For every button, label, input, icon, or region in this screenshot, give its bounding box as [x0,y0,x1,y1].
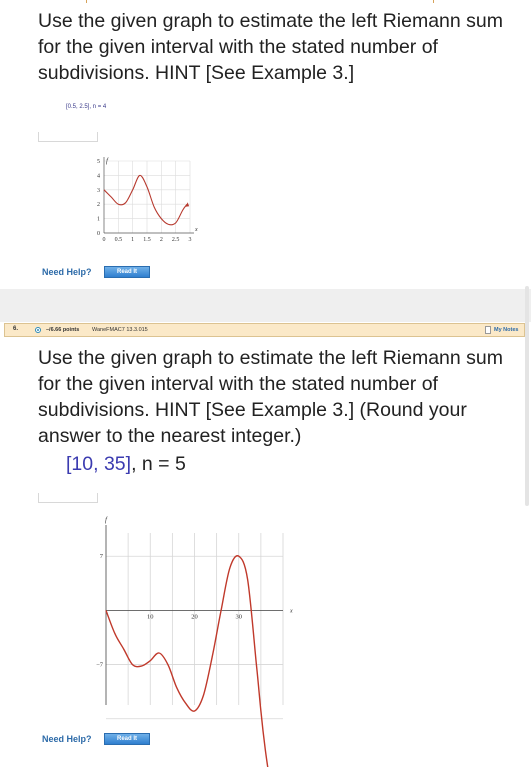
x-tick-label: 30 [235,613,242,621]
x-axis-label: x [290,608,293,615]
question1-interval: [0.5, 2.5], n = 4 [66,104,107,110]
question1-answer-input[interactable] [38,132,98,142]
y-tick-label: 2 [97,202,100,209]
question2-interval [66,453,186,476]
x-tick-label: 3 [188,237,192,243]
x-tick-label: 1.5 [143,237,151,243]
x-tick-label: 2 [159,237,163,243]
y-axis-label: f [105,516,107,524]
y-tick-label: 3 [97,187,100,194]
question1-prompt: Use the given graph to estimate the left Riemann sum for the given interval with the stated number of subdivisions. HINT [See Example 3.] [38,10,503,84]
question-number: 6. [13,326,19,332]
x-tick-label: 0.5 [114,237,123,243]
question2-header [4,323,525,337]
x-tick-label: 10 [147,613,154,621]
my-notes-button[interactable] [484,325,526,335]
top-edge [0,0,531,3]
function-curve [104,175,187,224]
y-tick-label: 0 [97,231,100,237]
scrollbar[interactable] [525,286,529,506]
x-tick-label: 20 [191,613,198,621]
read-it-button[interactable]: Read It [104,733,150,745]
status-radio-icon[interactable] [35,327,41,333]
y-axis-label: f [106,157,108,165]
question1-graph [90,155,200,250]
question2-answer-input[interactable] [38,493,98,503]
points-label: –/6.66 points [46,327,80,333]
x-tick-label: 2.5 [171,237,180,243]
x-tick-label: 1 [131,237,135,243]
need-help-label: Need Help? [42,734,92,744]
question2-prompt: Use the given graph to estimate the left Riemann sum for the given interval with the stated number of subdivisions. HINT [See Example 3.] (Round your answer to the nearest integer.) [38,347,503,447]
y-tick-label: 7 [99,553,103,561]
need-help-label: Need Help? [42,267,92,277]
question2-graph [88,515,303,715]
y-tick-label: 5 [97,159,100,165]
interval-values: [10, 35] [66,453,132,475]
y-tick-label: −7 [96,661,103,669]
question-separator [0,289,531,322]
x-tick-label: 0 [102,237,106,243]
source-label: WaneFMAC7 13.3.015 [92,327,148,333]
y-tick-label: 1 [97,216,100,223]
read-it-button[interactable]: Read It [104,266,150,278]
x-axis-label: x [195,227,198,233]
my-notes-label: My Notes [494,327,519,333]
y-tick-label: 4 [97,173,100,180]
interval-n: , n = 5 [131,453,186,475]
notes-icon [485,326,491,334]
